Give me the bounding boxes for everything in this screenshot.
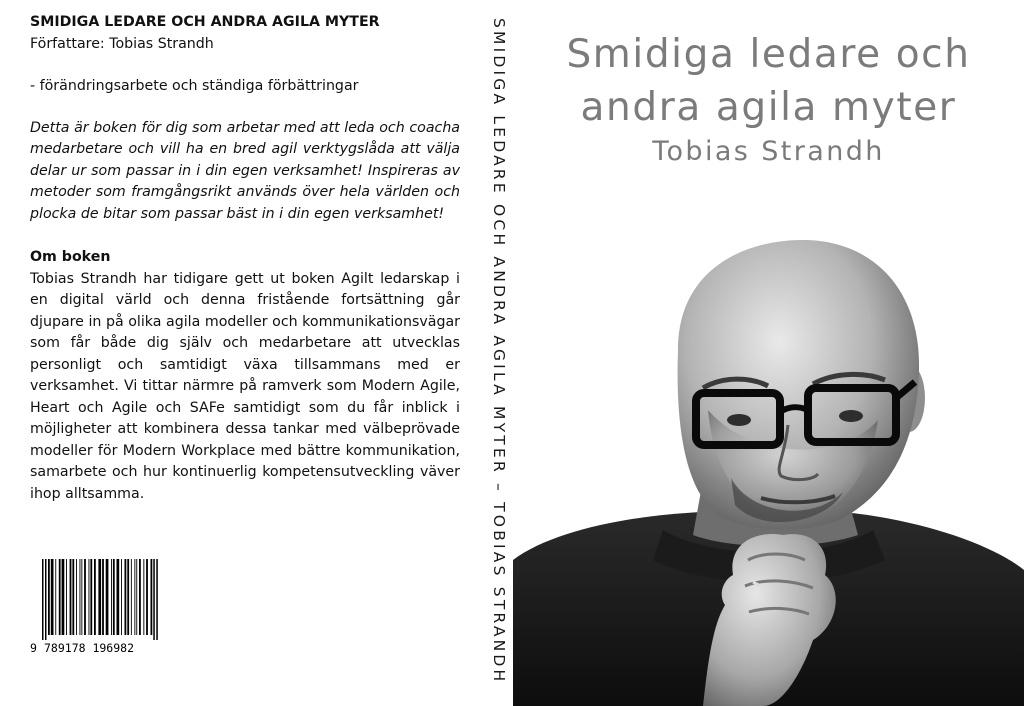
back-cover <box>0 0 468 706</box>
back-blurb: Detta är boken för dig som arbetar med att leda och coacha medarbetare och vill ha en bred agil verktygslåda att välja delar ur som passar in i din egen verksamhet! Inspireras av metoder som framgångsrikt används över hela världen och plocka de bitar som passar bäst in i din egen verksamhet! <box>30 119 460 222</box>
front-author: Tobias Strandh <box>652 136 885 167</box>
front-title-line-2: andra agila myter <box>580 85 957 130</box>
back-subtitle: - förändringsarbete och ständiga förbättringar <box>30 78 359 94</box>
author-portrait-photo <box>513 230 1024 706</box>
barcode-digits <box>30 640 170 655</box>
barcode-number: 789178 196982 <box>44 641 135 655</box>
back-cover-text <box>30 12 460 505</box>
book-spine <box>468 0 513 706</box>
front-title-line-1: Smidiga ledare och <box>566 32 971 77</box>
back-title: SMIDIGA LEDARE OCH ANDRA AGILA MYTER <box>30 14 380 30</box>
front-title <box>513 28 1024 134</box>
about-heading: Om boken <box>30 249 111 265</box>
front-cover <box>513 0 1024 706</box>
barcode-lead-digit: 9 <box>30 641 37 655</box>
back-author-line: Författare: Tobias Strandh <box>30 35 214 52</box>
spine-text: SMIDIGA LEDARE OCH ANDRA AGILA MYTER – TOBIAS STRANDH <box>490 18 508 685</box>
about-body: Tobias Strandh har tidigare gett ut boken Agilt ledarskap i en digital värld och denna fristående fortsättning går djupare in på olika agila modeller och kommunikationsvägar som får både dig själv och medarbetare att utvecklas personligt och samtidigt växa tillsammans med er verksamhet. Vi tittar närmre på ramverk som Modern Agile, Heart och Agile och SAFe samtidigt som du får inblick i möjligheter att kombinera dessa tankar med välbeprövade modeller för Modern Workplace med bättre kommunikation, samarbete och hur kontinuerlig kompetensutveckling väver ihop alltsamma. <box>30 270 460 502</box>
